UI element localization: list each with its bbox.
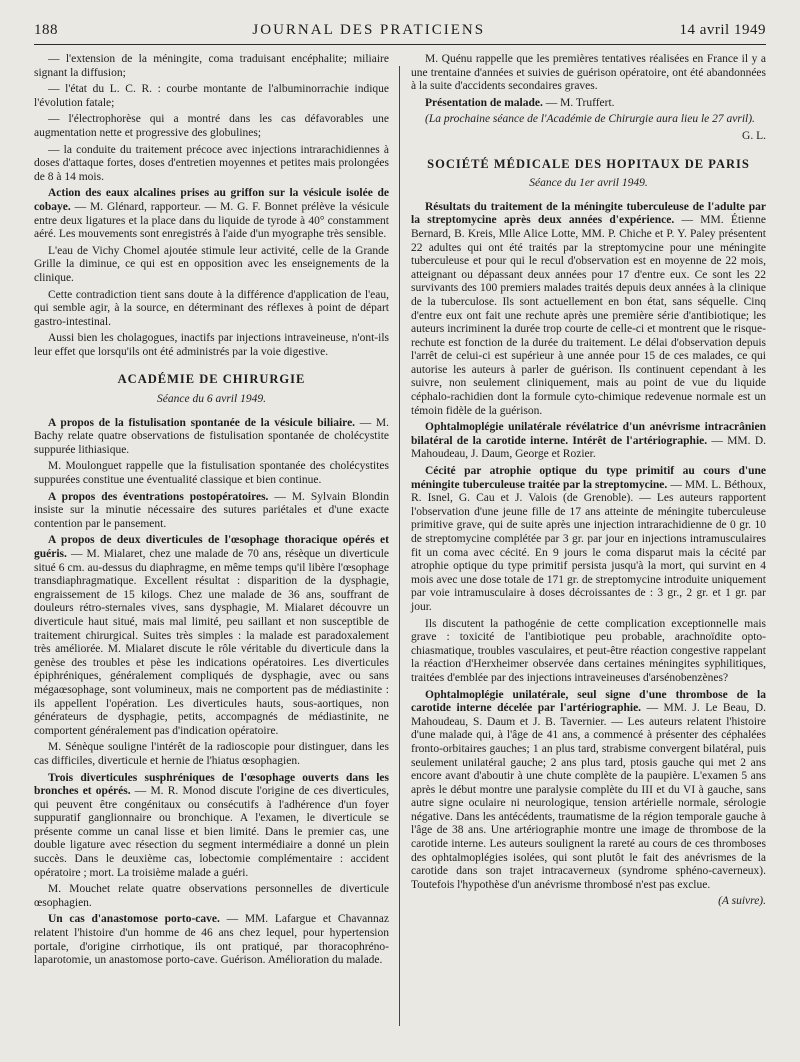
article-text: — MM. Lafargue et Chavannaz relatent l'histoire d'un homme de 46 ans chez lequel, pour hypertension portale, d'origine cirrhotique, ils ont pratiqué, par thoracophréno-laparotomie, un anastomose porto-cave. Guérison. Amélioration du malade. bbox=[34, 913, 389, 967]
article-heading: A propos de la fistulisation spontanée de la vésicule biliaire. bbox=[48, 416, 356, 429]
paragraph: — l'électrophorèse qui a montré dans les cas défavorables une augmentation nette et progressive des globulines; bbox=[34, 113, 389, 139]
article-heading: Trois diverticules susphréniques de l'œsophage ouverts dans les bronches et opérés. bbox=[34, 771, 389, 798]
article-text: — M. Bachy relate quatre observations de fistulisation spontanée de cholécystite suppurée lithiasique. bbox=[34, 416, 390, 456]
article-heading: A propos de deux diverticules de l'œsophage thoracique opérés et guéris. bbox=[34, 534, 389, 560]
article-text: — M. Mialaret, chez une malade de 70 ans, résèque un diverticule situé 6 cm. au-dessus du diaphragme, en même temps qu'il libère l'œsophage transdiaphragmatique. Excellent résultat : disparition de la dysphagie, engraissement de 15 kilogs. Chez une malade de 36 ans, souffrant de douleurs rétro-sternales vives, sans dysphagie, M. Mialaret découvre un diverticule haut situé, mais mal limité, peu saillant et non susceptible de traitement chirurgical. Suites très simples : la malade est paradoxalement très améliorée. M. Mialaret discute le rôle véritable du diverticule dans la genèse des troubles et pèse les indications opératoires. Les diverticules épiphréniques, généralement compliqués de dysphagie, avec ou sans mégaœsophage, sont volumineux, mais ne comportent pas de médiastinite : ils appellent l'opération. Les diverticules hauts, sous-aortiques, non générateurs de dysphagie, petits, accompagnés de médiastinite, ne comportent généralement pas d'indication opératoire. bbox=[34, 548, 390, 737]
column-divider bbox=[399, 66, 400, 1026]
article-heading: Présentation de malade. bbox=[425, 96, 543, 109]
article bbox=[411, 201, 766, 419]
article-heading: Action des eaux alcalines prises au griffon sur la vésicule isolée de cobaye. bbox=[34, 187, 389, 213]
paragraph: — l'extension de la méningite, coma traduisant encéphalite; miliaire signant la diffusion; bbox=[34, 53, 389, 79]
article bbox=[411, 465, 766, 615]
article-text: — MM. L. Béthoux, R. Isnel, G. Cau et J. Valois (de Grenoble). — Les auteurs rapportent l'observation d'une jeune fille de 17 ans atteinte de méningite tuberculeuse primitive grave, qui de suite après une injection intrarachidienne de 0 gr. 10 de streptomycine complétée par 3 gr. par jour en injections intramusculaires fit un coma avec cécité. En 9 jours le coma disparut mais la cécité par atrophie optique du type primitif persista jusqu'à la mort, qui survint en 4 mois avec une dose totale de 171 gr. de streptomycine introduite uniquement par voie intramusculaire à doses décroissantes de : 3 gr., 2 gr. et 1 gr. par jour. bbox=[411, 478, 766, 613]
article-text: — M. Truffert. bbox=[545, 96, 615, 109]
paragraph: Ils discutent la pathogénie de cette complication exceptionnelle mais grave : toxicité de l'antibiotique peu probable, arachnoïdite opto-chiasmatique, troubles vasculaires, et peut-être réaction congestive rappelant la réaction d'Herxheimer observée dans certaines méningites syphilitiques, traitées d'emblée par des injections intraveineuses d'arsénobenzènes? bbox=[411, 617, 766, 684]
paragraph: M. Mouchet relate quatre observations personnelles de diverticule œsophagien. bbox=[34, 883, 389, 909]
article bbox=[34, 534, 389, 738]
paragraph: M. Moulonguet rappelle que la fistulisation spontanée des cholécystites suppurées constitue une éventualité classique et bien continue. bbox=[34, 460, 389, 487]
article-heading: Cécité par atrophie optique du type primitif au cours d'une méningite tuberculeuse traitée par la streptomycine. bbox=[411, 465, 766, 491]
left-column bbox=[34, 53, 389, 971]
article bbox=[411, 421, 766, 462]
note: (La prochaine séance de l'Académie de Chirurgie aura lieu le 27 avril). bbox=[425, 113, 755, 126]
page-number: 188 bbox=[34, 22, 58, 38]
page-header bbox=[34, 22, 766, 39]
header-rule bbox=[34, 44, 766, 45]
paragraph: M. Sénèque souligne l'intérêt de la radioscopie pour distinguer, dans les cas difficiles, diverticule et hernie de l'hiatus œsophagien. bbox=[34, 741, 389, 767]
paragraph: Cette contradiction tient sans doute à la différence d'application de l'eau, qui semble agir, à la source, en déterminant des réflexes à point de départ gastro-intestinal. bbox=[34, 288, 389, 328]
to-be-continued: (A suivre). bbox=[718, 895, 766, 908]
article bbox=[411, 97, 766, 111]
article bbox=[34, 417, 389, 458]
article-text: — MM. D. Mahoudeau, J. Daum, George et Rozier. bbox=[411, 434, 766, 461]
article bbox=[34, 772, 389, 881]
journal-title: JOURNAL DES PRATICIENS bbox=[252, 22, 486, 38]
article-text: — MM. J. Le Beau, D. Mahoudeau, S. Daum et J. B. Tavernier. — Les auteurs relatent l'histoire d'une malade qui, à l'âge de 41 ans, a commencé à présenter des céphalées fronto-orbitaires gauches; 1 an plus tard, strabisme convergent bilatéral, puis seulement unilatéral gauche; 2 ans plus tard, ptosis gauche qui met 2 ans encore avant d'aboutir à une chute complète de la paupière. L'examen 5 ans après le début montre une paralysie complète du III et du VI à gauche, sans autre signe oculaire ni neurologique, tension artérielle normale, sérologie négative. Dans les antécédents, traumatisme de la région temporale gauche à l'âge de 38 ans. Une artériographie montre une image de thrombose de la carotide interne. Les auteurs soulignent la rareté au cours de ces thromboses des ophtalmoplégies isolées, qui sont plutôt le fait des anévrismes de la carotide dans son trajet intracaverneux (syndrome sphéno-caverneux). Toutefois l'hypothèse d'un anévrisme thrombosé n'est pas exclue. bbox=[411, 702, 766, 891]
issue-date: 14 avril 1949 bbox=[679, 22, 766, 38]
paragraph: — la conduite du traitement précoce avec injections intrarachidiennes à doses d'attaque fortes, doses d'entretien moyennes et petites mais prolongées de 8 à 14 mois. bbox=[34, 143, 389, 183]
article-heading: Un cas d'anastomose porto-cave. bbox=[48, 913, 220, 926]
article bbox=[34, 187, 389, 241]
paragraph: — l'état du L. C. R. : courbe montante de l'albuminorrachie indique l'évolution fatale; bbox=[34, 83, 389, 109]
article-text: — M. R. Monod discute l'origine de ces diverticules, qui peuvent être congénitaux ou consécutifs à l'adhérence d'un foyer suppuratif ganglionnaire ou bronchique. A l'examen, le diverticule se présente comme un canal lisse et bien limité. Dans le premier cas, une double ligature avec résection du segment intermédiaire a donné un plein succès. Dans le deuxième cas, lobectomie complémentaire : accident opératoire ; mort. La troisième malade a guéri. bbox=[34, 785, 389, 879]
two-columns bbox=[34, 53, 766, 971]
section-title: SOCIÉTÉ MÉDICALE DES HOPITAUX DE PARIS bbox=[427, 156, 750, 171]
session-date: Séance du 1er avril 1949. bbox=[529, 177, 648, 190]
paragraph: M. Quénu rappelle que les premières tentatives réalisées en France il y a une trentaine d'années et suivies de guérison opératoire, ont été abandonnées à la suite d'accidents secondaires graves. bbox=[411, 53, 766, 93]
signature: G. L. bbox=[742, 129, 766, 142]
article bbox=[411, 689, 766, 893]
article-heading: Ophtalmoplégie unilatérale révélatrice d'un anévrisme intracrânien bilatéral de la carotide interne. Intérêt de l'artériographie. bbox=[411, 421, 766, 447]
right-column bbox=[411, 53, 766, 971]
article-heading: A propos des éventrations postopératoires. bbox=[48, 490, 269, 503]
article-text: — M. Glénard, rapporteur. — M. G. F. Bonnet prélève la vésicule entre deux ligatures et la place dans du liquide de tyrode à 40° constamment aéré. Les mouvements sont enregistrés à l'aide d'un myographe très sensible. bbox=[34, 200, 390, 241]
article-heading: Résultats du traitement de la méningite tuberculeuse de l'adulte par la streptomycine après deux années d'expérience. bbox=[411, 200, 766, 227]
paragraph: Aussi bien les cholagogues, inactifs par injections intraveineuse, n'ont-ils leur effet que lorsqu'ils ont été administrés par la voie digestive. bbox=[34, 332, 389, 358]
article-text: — M. Sylvain Blondin insiste sur la minutie nécessaire des sutures pariétales et d'une exacte contention par le pansement. bbox=[34, 490, 389, 530]
article bbox=[34, 913, 389, 967]
article-heading: Ophtalmoplégie unilatérale, seul signe d'une thrombose de la carotide interne décelée par l'artériographie. bbox=[411, 688, 766, 715]
session-date: Séance du 6 avril 1949. bbox=[157, 393, 266, 406]
section-title: ACADÉMIE DE CHIRURGIE bbox=[117, 372, 306, 387]
paragraph: L'eau de Vichy Chomel ajoutée stimule leur activité, celle de la Grande Grille la diminue, ce qui est en opposition avec les enseignements de la clinique. bbox=[34, 244, 389, 284]
article-text: — MM. Étienne Bernard, B. Kreis, Mlle Alice Lotte, MM. P. Chiche et P. Y. Paley présentent 22 adultes qui ont été traités par la streptomycine pour une méningite tuberculeuse et pour qui le recul d'observation est en moyenne de 22 mois, atteignant ou dépassant deux années pour 17 d'entre eux. Ce sont les 22 survivants des 100 premiers malades traités depuis deux années à la clinique de la tuberculose. Ils sont actuellement en bon état, sans séquelle. Cinq d'entre eux ont fait une rechute après une première série d'antibiotique; les auteurs incriminent la durée trop courte de celle-ci et montrent que le risque-rechute est fonction de la durée du traitement. Le délai d'observation depuis l'arrêt de celui-ci est supérieur à une année pour 15 de ces malades, ce qui autorise les auteurs à parler de guérison. Ils continuent cependant à les suivre, non seulement cliniquement, mais au point de vue du liquide céphalo-rachidien dont la formule cyto-chimique redevenue normale est un témoin fidèle de la guérison. bbox=[411, 214, 767, 417]
article bbox=[34, 491, 389, 532]
